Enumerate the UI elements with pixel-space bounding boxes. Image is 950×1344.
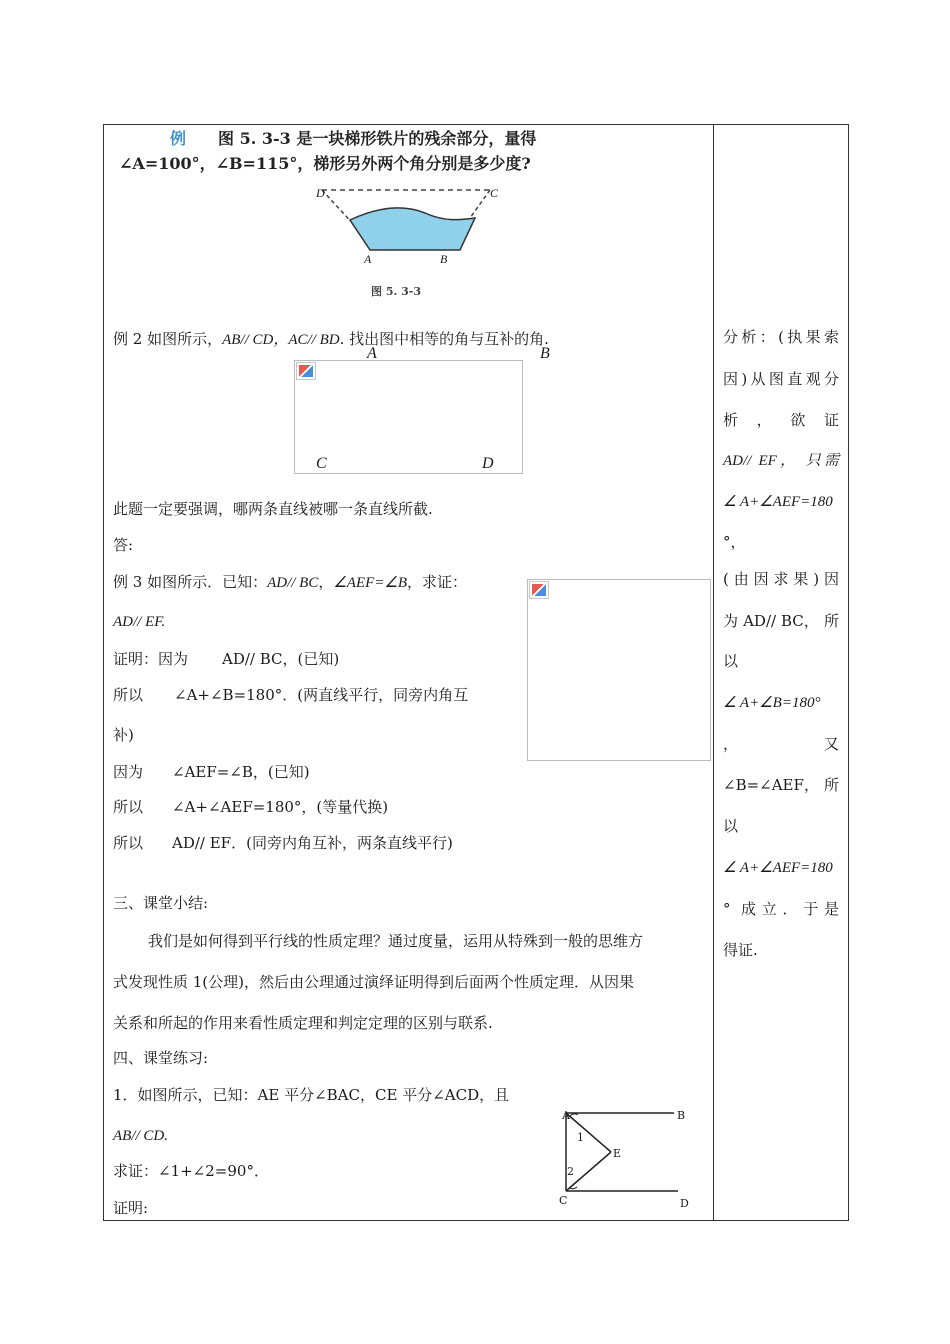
analysis-line: 因)从图直观分	[723, 370, 839, 388]
proof-step-a: 所以	[113, 686, 144, 704]
fig-label-angle1: 1	[577, 1131, 584, 1144]
practice-prove: 求证：∠1+∠2=90°．	[113, 1162, 269, 1180]
fig1-label-d: D	[316, 186, 325, 200]
practice-heading: 四、课堂练习:	[113, 1049, 209, 1067]
analysis-line: ， 又	[723, 735, 839, 753]
summary-line: 关系和所起的作用来看性质定理和判定定理的区别与联系.	[113, 1014, 493, 1032]
proof-step-a: 所以	[113, 834, 144, 852]
broken-image-icon	[529, 581, 549, 599]
practice-question-cont: AB// CD.	[113, 1128, 168, 1144]
angle-bisector-figure	[556, 1105, 696, 1217]
proof-step-b: ∠AEF=∠B，(已知)	[172, 763, 310, 781]
summary-line: 我们是如何得到平行线的性质定理？通过度量，运用从特殊到一般的思维方	[148, 932, 644, 950]
analysis-line: 以	[723, 817, 739, 835]
analysis-line: 为 AD// BC， 所	[723, 612, 839, 630]
proof-step-a: 补)	[113, 726, 134, 744]
example2-answer: 答:	[113, 536, 134, 554]
example3-goal: AD// EF.	[113, 614, 166, 630]
ex2-label-a: A	[367, 345, 377, 362]
fig1-label-b: B	[440, 252, 448, 266]
fig1-label-a: A	[364, 252, 372, 266]
proof-step-b: AD// EF．(同旁内角互补，两条直线平行)	[172, 834, 453, 852]
practice-proof: 证明:	[113, 1199, 149, 1217]
analysis-line: AD// EF， 只需	[723, 453, 839, 469]
fig1-label-c: C	[490, 186, 499, 200]
ex3-figure-placeholder	[527, 579, 711, 761]
analysis-line: ∠ A+∠AEF=180	[723, 494, 833, 510]
proof-step-a: 证明：因为	[113, 650, 189, 668]
ex2-label-b: B	[540, 345, 550, 362]
proof-step-b: ∠A+∠B=180°．(两直线平行，同旁内角互	[174, 686, 469, 704]
analysis-line: ∠ A+∠B=180°	[723, 695, 821, 711]
analysis-line: °，	[723, 533, 746, 551]
example2-question: 例 2 如图所示，AB// CD，AC// BD. 找出图中相等的角与互补的角.	[113, 330, 549, 348]
example1-label: 例	[170, 129, 187, 148]
fig1-caption: 图 5. 3-3	[371, 285, 422, 298]
fig-label-e: E	[613, 1147, 622, 1160]
fig-label-d: D	[680, 1197, 689, 1210]
proof-step-a: 因为	[113, 763, 144, 781]
summary-heading: 三、课堂小结:	[113, 894, 209, 912]
example3-question: 例 3 如图所示．已知：AD// BC，∠AEF=∠B，求证：	[113, 573, 468, 591]
proof-step-b: ∠A+∠AEF=180°，(等量代换)	[172, 798, 389, 816]
ex2-label-d: D	[482, 455, 494, 472]
analysis-line: 以	[723, 652, 739, 670]
summary-line: 式发现性质 1(公理)，然后由公理通过演绎证明得到后面两个性质定理．从因果	[113, 973, 635, 991]
fig-label-b: B	[677, 1109, 686, 1122]
analysis-line: (由因求果)因	[723, 570, 839, 588]
column-divider	[713, 124, 714, 1221]
proof-step-a: 所以	[113, 798, 144, 816]
analysis-line: 分析：(执果索	[723, 328, 839, 346]
analysis-line: 析 ， 欲 证	[723, 411, 839, 429]
example1-line2: ∠A=100°，∠B=115°，梯形另外两个角分别是多少度?	[119, 154, 531, 173]
table-frame	[103, 124, 849, 1221]
ex2-label-c: C	[316, 455, 327, 472]
trapezoid-figure	[310, 180, 510, 270]
broken-image-icon	[296, 362, 316, 380]
fig-label-a: A	[562, 1109, 570, 1122]
practice-question: 1．如图所示，已知：AE 平分∠BAC，CE 平分∠ACD，且	[113, 1086, 510, 1104]
example2-emphasis: 此题一定要强调，哪两条直线被哪一条直线所截.	[113, 500, 433, 518]
analysis-line: ° 成立．于是	[723, 900, 839, 918]
analysis-line: ∠B=∠AEF， 所	[723, 776, 839, 794]
fig-label-c: C	[559, 1194, 568, 1207]
fig-label-angle2: 2	[567, 1165, 574, 1178]
example1-line1: 图 5. 3-3 是一块梯形铁片的残余部分，量得	[218, 129, 537, 148]
analysis-line: ∠ A+∠AEF=180	[723, 860, 833, 876]
analysis-line: 得证.	[723, 941, 758, 959]
proof-step-b: AD// BC，(已知)	[222, 650, 340, 668]
